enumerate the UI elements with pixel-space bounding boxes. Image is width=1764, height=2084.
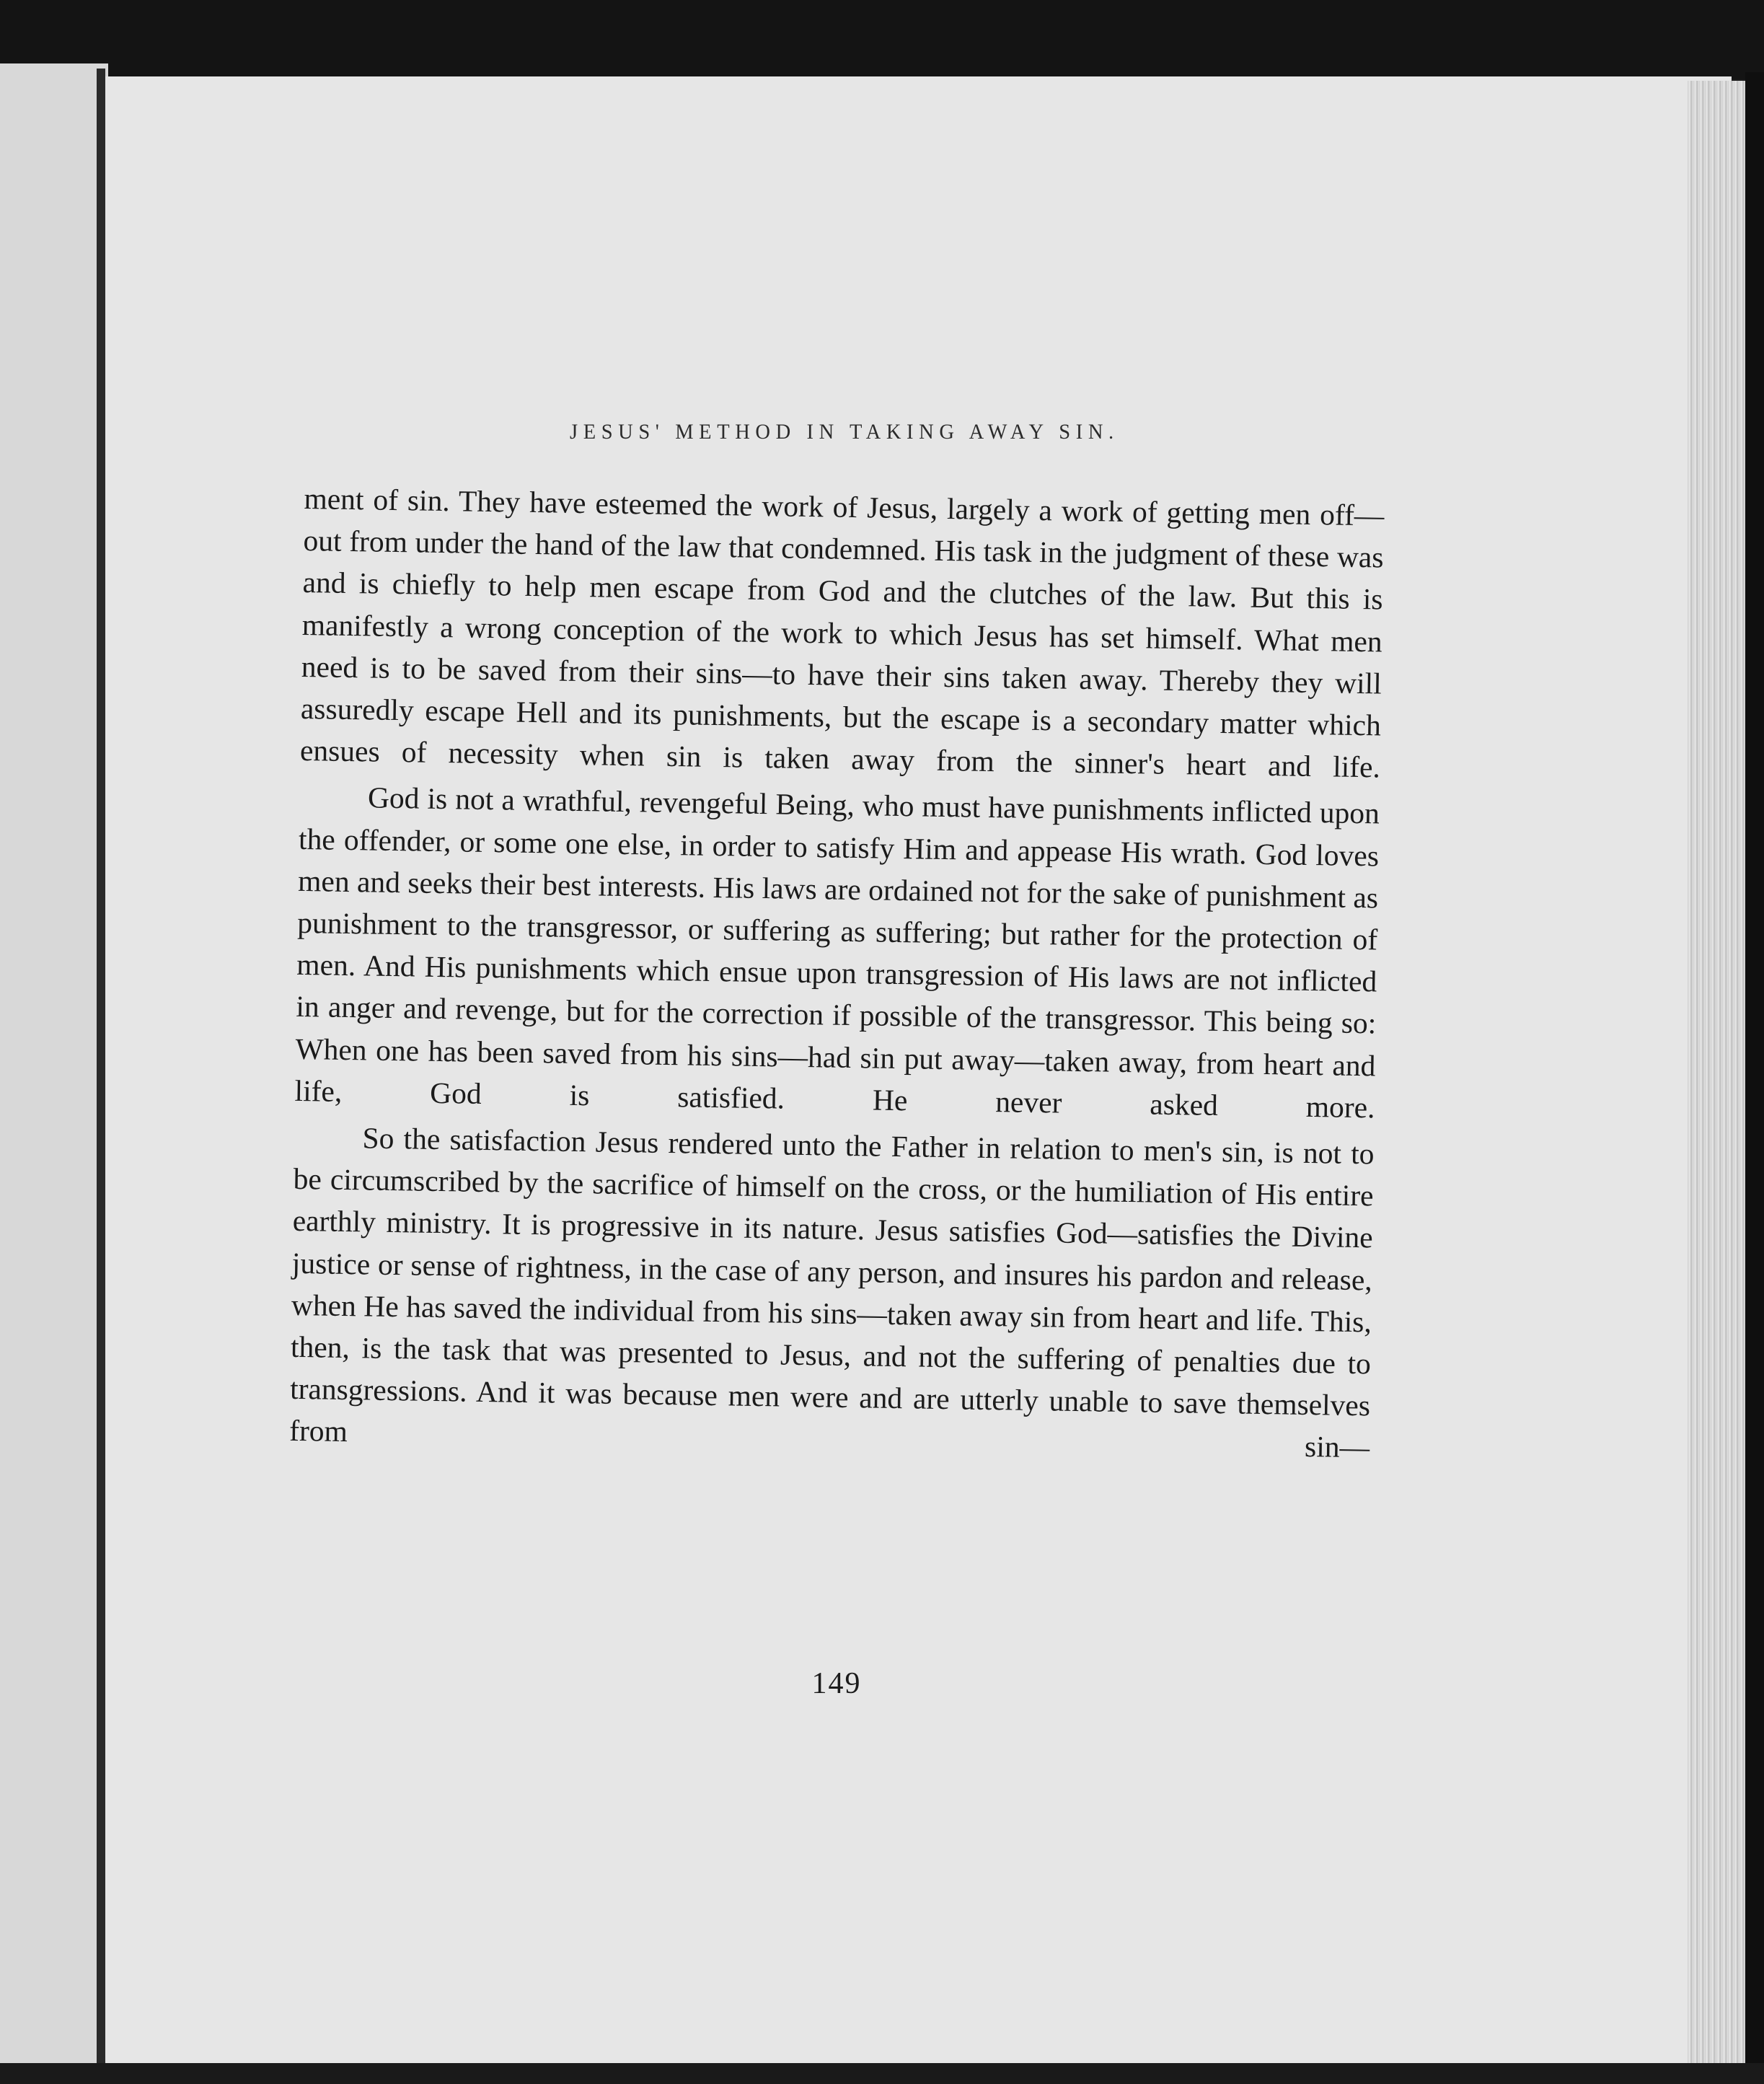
scan-top-border (0, 0, 1764, 79)
body-text (289, 478, 1385, 1473)
page-number: 149 (811, 1667, 862, 1700)
scan-right-border (1745, 72, 1764, 2084)
paragraph-3: So the satisfaction Jesus rendered unto the Father in relation to men's sin, is not to be circumscribed by the sacrifice of himself on the cross, or the humiliation of His entire earthly ministry. It is progressive in its nature. Jesus satisfies God—satisfies the Divine justice or sense of rightness, in the case of any person, and insures his pardon and release, when He has saved the individual from his sins—taken away sin from heart and life. This, then, is the task that was presented to Jesus, and not the suffering of penalties due to transgressions. And it was because men were and are utterly unable to save themselves from sin— (288, 1121, 1375, 1464)
running-head: JESUS' METHOD IN TAKING AWAY SIN. (570, 420, 1119, 444)
page-stack-edges (1688, 81, 1745, 2084)
facing-page-edge (0, 63, 108, 2084)
paragraph-2: God is not a wrathful, revengeful Being, who must have punishments inflicted upon the offender, or some one else, in order to satisfy Him and appease His wrath. God loves men and seeks their best interests. His laws are ordained not for the sake of punishment as punishment to the transgressor, or suffering as suffering; but rather for the protection of men. And His punishments which ensue upon transgression of His laws are not inflicted in anger and revenge, but for the correction if possible of the transgressor. This being so: When one has been saved from his sins—had sin put away—taken away, from heart and life, God is satisfied. He never asked more. (294, 781, 1380, 1125)
scan-bottom-border (0, 2063, 1764, 2084)
book-gutter (97, 69, 105, 2081)
paragraph-1: ment of sin. They have esteemed the work of Jesus, largely a work of getting men off—out from under the hand of the law that condemned. His task in the judgment of these was and is chiefly to help men escape from God and the clutches of the law. But this is manifestly a wrong conception of the work to which Jesus has set himself. What men need is to be saved from their sins—to have their sins taken away. Thereby they will assuredly escape Hell and its punishments, but the escape is a secondary matter which ensues of necessity when sin is taken away from the sinner's heart and life. (299, 481, 1385, 784)
